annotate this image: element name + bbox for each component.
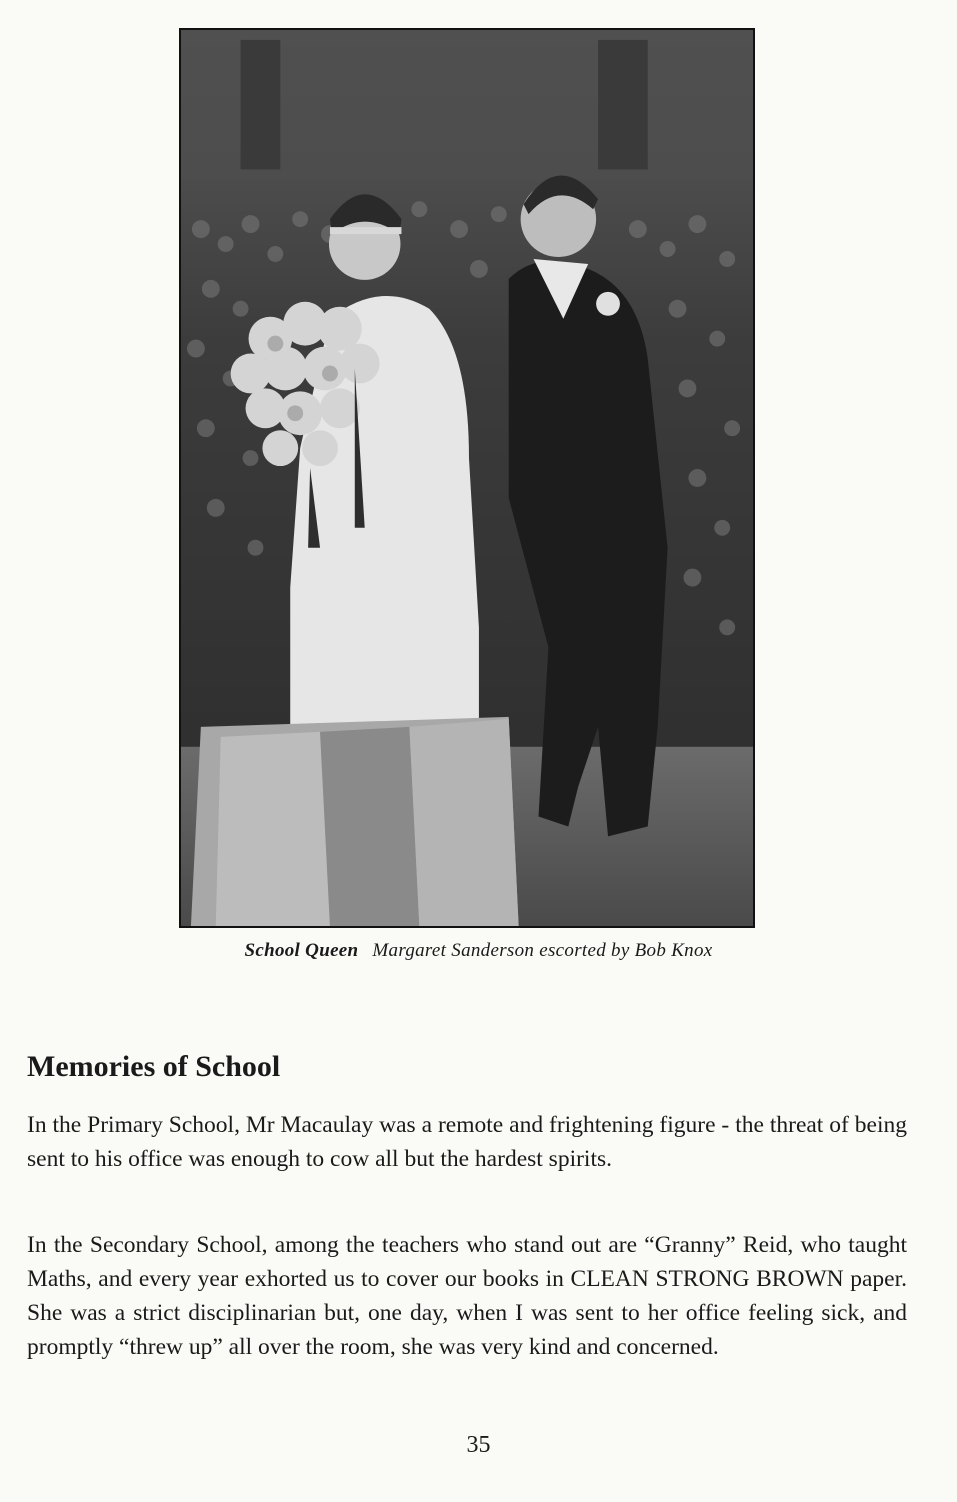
caption-title: School Queen <box>244 940 359 961</box>
page-number: 35 <box>466 1432 491 1458</box>
paragraph-secondary-school: In the Secondary School, among the teachers who stand out are “Granny” Reid, who taught Maths, and every year exhorted us to cover our books in CLEAN STRONG BROWN paper. She was a strict disciplinarian but, one day, when I was sent to her office feeling sick, and promptly “threw up” all over the room, she was very kind and concerned. <box>27 1232 907 1360</box>
photo-caption <box>0 940 957 962</box>
photo-illustration <box>181 30 753 926</box>
school-queen-photo <box>179 28 755 928</box>
caption-description: Margaret Sanderson escorted by Bob Knox <box>372 940 713 961</box>
section-heading: Memories of School <box>27 1050 281 1083</box>
paragraph-primary-school: In the Primary School, Mr Macaulay was a remote and frightening figure - the threat of being sent to his office was enough to cow all but the hardest spirits. <box>27 1112 907 1172</box>
